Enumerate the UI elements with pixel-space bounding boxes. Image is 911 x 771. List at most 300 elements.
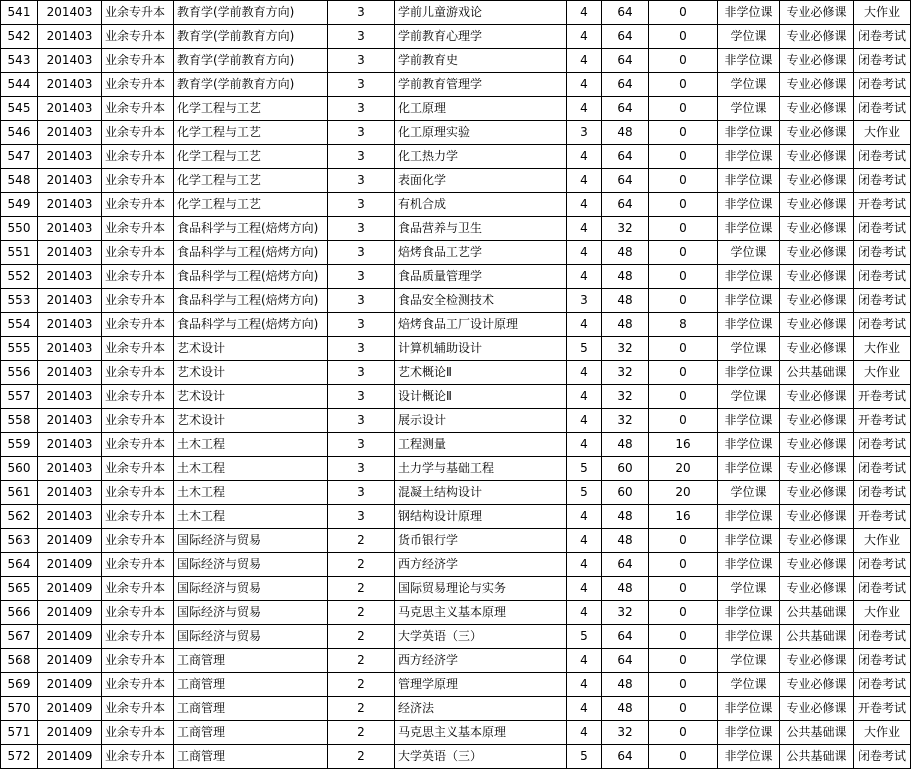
table-row	[1, 73, 911, 97]
exam-type-cell: 闭卷考试	[854, 265, 911, 289]
practice-hours-cell: 0	[649, 361, 718, 385]
degree-type-cell: 非学位课	[718, 1, 780, 25]
exam-type-cell: 开卷考试	[854, 505, 911, 529]
major-cell: 土木工程	[174, 505, 328, 529]
degree-type-cell: 学位课	[718, 25, 780, 49]
exam-type-cell: 闭卷考试	[854, 577, 911, 601]
major-cell: 艺术设计	[174, 409, 328, 433]
hours-cell: 32	[602, 361, 649, 385]
major-cell: 食品科学与工程(焙烤方向)	[174, 289, 328, 313]
practice-hours-cell: 0	[649, 217, 718, 241]
hours-cell: 64	[602, 97, 649, 121]
degree-type-cell: 非学位课	[718, 193, 780, 217]
level-cell: 业余专升本	[102, 601, 174, 625]
exam-type-cell: 闭卷考试	[854, 553, 911, 577]
hours-cell: 32	[602, 601, 649, 625]
degree-type-cell: 非学位课	[718, 409, 780, 433]
years-cell: 2	[328, 721, 395, 745]
level-cell: 业余专升本	[102, 649, 174, 673]
practice-hours-cell: 0	[649, 385, 718, 409]
credit-cell: 4	[567, 649, 602, 673]
course-type-cell: 专业必修课	[780, 481, 854, 505]
years-cell: 2	[328, 553, 395, 577]
table-row	[1, 337, 911, 361]
course-name-cell: 学前儿童游戏论	[395, 1, 567, 25]
course-name-cell: 土力学与基础工程	[395, 457, 567, 481]
degree-type-cell: 学位课	[718, 97, 780, 121]
term-cell: 201403	[38, 313, 102, 337]
major-cell: 食品科学与工程(焙烤方向)	[174, 265, 328, 289]
course-type-cell: 专业必修课	[780, 529, 854, 553]
level-cell: 业余专升本	[102, 529, 174, 553]
major-cell: 土木工程	[174, 481, 328, 505]
row-number-cell: 552	[1, 265, 38, 289]
years-cell: 2	[328, 625, 395, 649]
practice-hours-cell: 0	[649, 601, 718, 625]
major-cell: 化学工程与工艺	[174, 193, 328, 217]
major-cell: 教育学(学前教育方向)	[174, 49, 328, 73]
hours-cell: 32	[602, 217, 649, 241]
course-name-cell: 钢结构设计原理	[395, 505, 567, 529]
practice-hours-cell: 0	[649, 25, 718, 49]
degree-type-cell: 非学位课	[718, 457, 780, 481]
exam-type-cell: 闭卷考试	[854, 625, 911, 649]
course-type-cell: 专业必修课	[780, 649, 854, 673]
credit-cell: 4	[567, 601, 602, 625]
level-cell: 业余专升本	[102, 433, 174, 457]
term-cell: 201403	[38, 121, 102, 145]
credit-cell: 4	[567, 385, 602, 409]
major-cell: 艺术设计	[174, 337, 328, 361]
exam-type-cell: 大作业	[854, 1, 911, 25]
term-cell: 201403	[38, 25, 102, 49]
level-cell: 业余专升本	[102, 169, 174, 193]
degree-type-cell: 非学位课	[718, 265, 780, 289]
exam-type-cell: 大作业	[854, 721, 911, 745]
course-type-cell: 专业必修课	[780, 457, 854, 481]
level-cell: 业余专升本	[102, 673, 174, 697]
exam-type-cell: 大作业	[854, 361, 911, 385]
major-cell: 化学工程与工艺	[174, 121, 328, 145]
degree-type-cell: 非学位课	[718, 121, 780, 145]
course-type-cell: 专业必修课	[780, 145, 854, 169]
level-cell: 业余专升本	[102, 73, 174, 97]
practice-hours-cell: 0	[649, 145, 718, 169]
major-cell: 工商管理	[174, 697, 328, 721]
years-cell: 3	[328, 1, 395, 25]
term-cell: 201403	[38, 481, 102, 505]
row-number-cell: 572	[1, 745, 38, 769]
exam-type-cell: 大作业	[854, 529, 911, 553]
level-cell: 业余专升本	[102, 97, 174, 121]
row-number-cell: 559	[1, 433, 38, 457]
course-name-cell: 经济法	[395, 697, 567, 721]
row-number-cell: 555	[1, 337, 38, 361]
exam-type-cell: 闭卷考试	[854, 97, 911, 121]
exam-type-cell: 开卷考试	[854, 193, 911, 217]
table-row	[1, 49, 911, 73]
level-cell: 业余专升本	[102, 1, 174, 25]
row-number-cell: 565	[1, 577, 38, 601]
years-cell: 3	[328, 265, 395, 289]
credit-cell: 5	[567, 457, 602, 481]
exam-type-cell: 闭卷考试	[854, 25, 911, 49]
hours-cell: 32	[602, 385, 649, 409]
course-type-cell: 公共基础课	[780, 625, 854, 649]
practice-hours-cell: 0	[649, 289, 718, 313]
years-cell: 3	[328, 337, 395, 361]
course-name-cell: 表面化学	[395, 169, 567, 193]
credit-cell: 4	[567, 193, 602, 217]
exam-type-cell: 闭卷考试	[854, 457, 911, 481]
practice-hours-cell: 0	[649, 49, 718, 73]
course-type-cell: 专业必修课	[780, 169, 854, 193]
table-row	[1, 145, 911, 169]
table-row	[1, 457, 911, 481]
table-row	[1, 313, 911, 337]
level-cell: 业余专升本	[102, 49, 174, 73]
practice-hours-cell: 0	[649, 73, 718, 97]
row-number-cell: 571	[1, 721, 38, 745]
level-cell: 业余专升本	[102, 625, 174, 649]
level-cell: 业余专升本	[102, 577, 174, 601]
course-name-cell: 混凝土结构设计	[395, 481, 567, 505]
course-type-cell: 公共基础课	[780, 745, 854, 769]
major-cell: 艺术设计	[174, 361, 328, 385]
level-cell: 业余专升本	[102, 121, 174, 145]
practice-hours-cell: 0	[649, 337, 718, 361]
credit-cell: 5	[567, 745, 602, 769]
course-name-cell: 大学英语（三）	[395, 625, 567, 649]
table-row	[1, 289, 911, 313]
term-cell: 201409	[38, 649, 102, 673]
years-cell: 2	[328, 697, 395, 721]
hours-cell: 32	[602, 721, 649, 745]
credit-cell: 4	[567, 505, 602, 529]
row-number-cell: 557	[1, 385, 38, 409]
hours-cell: 64	[602, 169, 649, 193]
major-cell: 土木工程	[174, 433, 328, 457]
years-cell: 3	[328, 313, 395, 337]
course-name-cell: 马克思主义基本原理	[395, 721, 567, 745]
table-row	[1, 97, 911, 121]
practice-hours-cell: 0	[649, 97, 718, 121]
course-name-cell: 马克思主义基本原理	[395, 601, 567, 625]
hours-cell: 64	[602, 73, 649, 97]
level-cell: 业余专升本	[102, 409, 174, 433]
row-number-cell: 568	[1, 649, 38, 673]
level-cell: 业余专升本	[102, 721, 174, 745]
hours-cell: 64	[602, 553, 649, 577]
practice-hours-cell: 16	[649, 505, 718, 529]
course-type-cell: 专业必修课	[780, 73, 854, 97]
degree-type-cell: 非学位课	[718, 433, 780, 457]
degree-type-cell: 非学位课	[718, 745, 780, 769]
course-name-cell: 工程测量	[395, 433, 567, 457]
level-cell: 业余专升本	[102, 289, 174, 313]
exam-type-cell: 闭卷考试	[854, 49, 911, 73]
course-type-cell: 专业必修课	[780, 673, 854, 697]
credit-cell: 4	[567, 217, 602, 241]
hours-cell: 64	[602, 193, 649, 217]
hours-cell: 48	[602, 289, 649, 313]
row-number-cell: 546	[1, 121, 38, 145]
row-number-cell: 543	[1, 49, 38, 73]
exam-type-cell: 开卷考试	[854, 409, 911, 433]
course-name-cell: 货币银行学	[395, 529, 567, 553]
credit-cell: 4	[567, 265, 602, 289]
term-cell: 201403	[38, 337, 102, 361]
course-name-cell: 化工原理	[395, 97, 567, 121]
course-type-cell: 专业必修课	[780, 553, 854, 577]
credit-cell: 4	[567, 313, 602, 337]
major-cell: 教育学(学前教育方向)	[174, 1, 328, 25]
exam-type-cell: 大作业	[854, 121, 911, 145]
term-cell: 201403	[38, 1, 102, 25]
term-cell: 201409	[38, 745, 102, 769]
credit-cell: 4	[567, 697, 602, 721]
level-cell: 业余专升本	[102, 25, 174, 49]
hours-cell: 48	[602, 265, 649, 289]
credit-cell: 4	[567, 145, 602, 169]
table-row	[1, 25, 911, 49]
major-cell: 工商管理	[174, 721, 328, 745]
table-row	[1, 169, 911, 193]
row-number-cell: 566	[1, 601, 38, 625]
practice-hours-cell: 0	[649, 529, 718, 553]
hours-cell: 48	[602, 529, 649, 553]
years-cell: 3	[328, 145, 395, 169]
practice-hours-cell: 0	[649, 745, 718, 769]
course-type-cell: 专业必修课	[780, 337, 854, 361]
years-cell: 3	[328, 433, 395, 457]
term-cell: 201403	[38, 49, 102, 73]
years-cell: 3	[328, 481, 395, 505]
practice-hours-cell: 0	[649, 649, 718, 673]
term-cell: 201403	[38, 193, 102, 217]
course-type-cell: 专业必修课	[780, 193, 854, 217]
credit-cell: 4	[567, 361, 602, 385]
years-cell: 3	[328, 193, 395, 217]
term-cell: 201409	[38, 577, 102, 601]
table-row	[1, 625, 911, 649]
hours-cell: 64	[602, 25, 649, 49]
degree-type-cell: 非学位课	[718, 313, 780, 337]
row-number-cell: 562	[1, 505, 38, 529]
hours-cell: 48	[602, 673, 649, 697]
table-row	[1, 505, 911, 529]
table-row	[1, 193, 911, 217]
course-name-cell: 食品质量管理学	[395, 265, 567, 289]
degree-type-cell: 学位课	[718, 385, 780, 409]
degree-type-cell: 非学位课	[718, 529, 780, 553]
hours-cell: 64	[602, 49, 649, 73]
practice-hours-cell: 0	[649, 697, 718, 721]
row-number-cell: 544	[1, 73, 38, 97]
exam-type-cell: 闭卷考试	[854, 73, 911, 97]
row-number-cell: 551	[1, 241, 38, 265]
term-cell: 201409	[38, 697, 102, 721]
table-row	[1, 241, 911, 265]
credit-cell: 4	[567, 169, 602, 193]
major-cell: 国际经济与贸易	[174, 577, 328, 601]
level-cell: 业余专升本	[102, 505, 174, 529]
years-cell: 3	[328, 409, 395, 433]
practice-hours-cell: 0	[649, 1, 718, 25]
course-type-cell: 专业必修课	[780, 409, 854, 433]
course-name-cell: 学前教育管理学	[395, 73, 567, 97]
hours-cell: 48	[602, 433, 649, 457]
credit-cell: 5	[567, 625, 602, 649]
credit-cell: 4	[567, 97, 602, 121]
hours-cell: 64	[602, 625, 649, 649]
row-number-cell: 563	[1, 529, 38, 553]
row-number-cell: 561	[1, 481, 38, 505]
table-row	[1, 577, 911, 601]
credit-cell: 4	[567, 673, 602, 697]
practice-hours-cell: 20	[649, 481, 718, 505]
exam-type-cell: 闭卷考试	[854, 241, 911, 265]
degree-type-cell: 非学位课	[718, 625, 780, 649]
table-row	[1, 217, 911, 241]
course-name-cell: 学前教育心理学	[395, 25, 567, 49]
major-cell: 土木工程	[174, 457, 328, 481]
course-type-cell: 专业必修课	[780, 97, 854, 121]
level-cell: 业余专升本	[102, 145, 174, 169]
level-cell: 业余专升本	[102, 361, 174, 385]
credit-cell: 4	[567, 25, 602, 49]
degree-type-cell: 学位课	[718, 673, 780, 697]
credit-cell: 4	[567, 73, 602, 97]
credit-cell: 4	[567, 433, 602, 457]
term-cell: 201409	[38, 721, 102, 745]
table-row	[1, 385, 911, 409]
hours-cell: 60	[602, 457, 649, 481]
row-number-cell: 570	[1, 697, 38, 721]
term-cell: 201403	[38, 145, 102, 169]
credit-cell: 4	[567, 1, 602, 25]
credit-cell: 4	[567, 49, 602, 73]
exam-type-cell: 闭卷考试	[854, 481, 911, 505]
practice-hours-cell: 0	[649, 553, 718, 577]
years-cell: 2	[328, 601, 395, 625]
degree-type-cell: 非学位课	[718, 697, 780, 721]
course-type-cell: 专业必修课	[780, 577, 854, 601]
table-row	[1, 409, 911, 433]
row-number-cell: 567	[1, 625, 38, 649]
major-cell: 国际经济与贸易	[174, 553, 328, 577]
degree-type-cell: 非学位课	[718, 505, 780, 529]
practice-hours-cell: 0	[649, 721, 718, 745]
credit-cell: 5	[567, 337, 602, 361]
level-cell: 业余专升本	[102, 313, 174, 337]
exam-type-cell: 闭卷考试	[854, 289, 911, 313]
course-type-cell: 公共基础课	[780, 601, 854, 625]
course-type-cell: 专业必修课	[780, 1, 854, 25]
term-cell: 201403	[38, 409, 102, 433]
level-cell: 业余专升本	[102, 241, 174, 265]
practice-hours-cell: 0	[649, 121, 718, 145]
years-cell: 3	[328, 385, 395, 409]
table-row	[1, 529, 911, 553]
table-row	[1, 121, 911, 145]
exam-type-cell: 大作业	[854, 337, 911, 361]
years-cell: 3	[328, 241, 395, 265]
course-type-cell: 专业必修课	[780, 121, 854, 145]
major-cell: 国际经济与贸易	[174, 625, 328, 649]
term-cell: 201403	[38, 265, 102, 289]
course-name-cell: 大学英语（三）	[395, 745, 567, 769]
level-cell: 业余专升本	[102, 217, 174, 241]
hours-cell: 64	[602, 1, 649, 25]
table-row	[1, 673, 911, 697]
course-name-cell: 西方经济学	[395, 649, 567, 673]
row-number-cell: 560	[1, 457, 38, 481]
credit-cell: 4	[567, 409, 602, 433]
term-cell: 201409	[38, 673, 102, 697]
course-name-cell: 焙烤食品工艺学	[395, 241, 567, 265]
course-type-cell: 专业必修课	[780, 265, 854, 289]
years-cell: 2	[328, 529, 395, 553]
years-cell: 3	[328, 169, 395, 193]
level-cell: 业余专升本	[102, 697, 174, 721]
course-name-cell: 计算机辅助设计	[395, 337, 567, 361]
hours-cell: 64	[602, 145, 649, 169]
exam-type-cell: 闭卷考试	[854, 145, 911, 169]
exam-type-cell: 闭卷考试	[854, 217, 911, 241]
degree-type-cell: 学位课	[718, 73, 780, 97]
major-cell: 教育学(学前教育方向)	[174, 73, 328, 97]
term-cell: 201403	[38, 385, 102, 409]
course-name-cell: 国际贸易理论与实务	[395, 577, 567, 601]
hours-cell: 32	[602, 337, 649, 361]
hours-cell: 60	[602, 481, 649, 505]
table-body	[1, 1, 911, 769]
degree-type-cell: 学位课	[718, 241, 780, 265]
row-number-cell: 553	[1, 289, 38, 313]
years-cell: 3	[328, 49, 395, 73]
course-type-cell: 公共基础课	[780, 361, 854, 385]
table-row	[1, 697, 911, 721]
years-cell: 3	[328, 289, 395, 313]
table-row	[1, 721, 911, 745]
hours-cell: 48	[602, 313, 649, 337]
row-number-cell: 569	[1, 673, 38, 697]
course-type-cell: 专业必修课	[780, 49, 854, 73]
course-name-cell: 学前教育史	[395, 49, 567, 73]
level-cell: 业余专升本	[102, 193, 174, 217]
table-row	[1, 1, 911, 25]
hours-cell: 48	[602, 241, 649, 265]
course-name-cell: 化工原理实验	[395, 121, 567, 145]
degree-type-cell: 非学位课	[718, 169, 780, 193]
course-name-cell: 焙烤食品工厂设计原理	[395, 313, 567, 337]
course-name-cell: 有机合成	[395, 193, 567, 217]
course-name-cell: 食品安全检测技术	[395, 289, 567, 313]
degree-type-cell: 学位课	[718, 577, 780, 601]
level-cell: 业余专升本	[102, 745, 174, 769]
table-row	[1, 361, 911, 385]
practice-hours-cell: 0	[649, 409, 718, 433]
row-number-cell: 554	[1, 313, 38, 337]
credit-cell: 4	[567, 529, 602, 553]
years-cell: 2	[328, 577, 395, 601]
credit-cell: 4	[567, 721, 602, 745]
credit-cell: 4	[567, 241, 602, 265]
hours-cell: 64	[602, 649, 649, 673]
course-name-cell: 管理学原理	[395, 673, 567, 697]
term-cell: 201409	[38, 529, 102, 553]
